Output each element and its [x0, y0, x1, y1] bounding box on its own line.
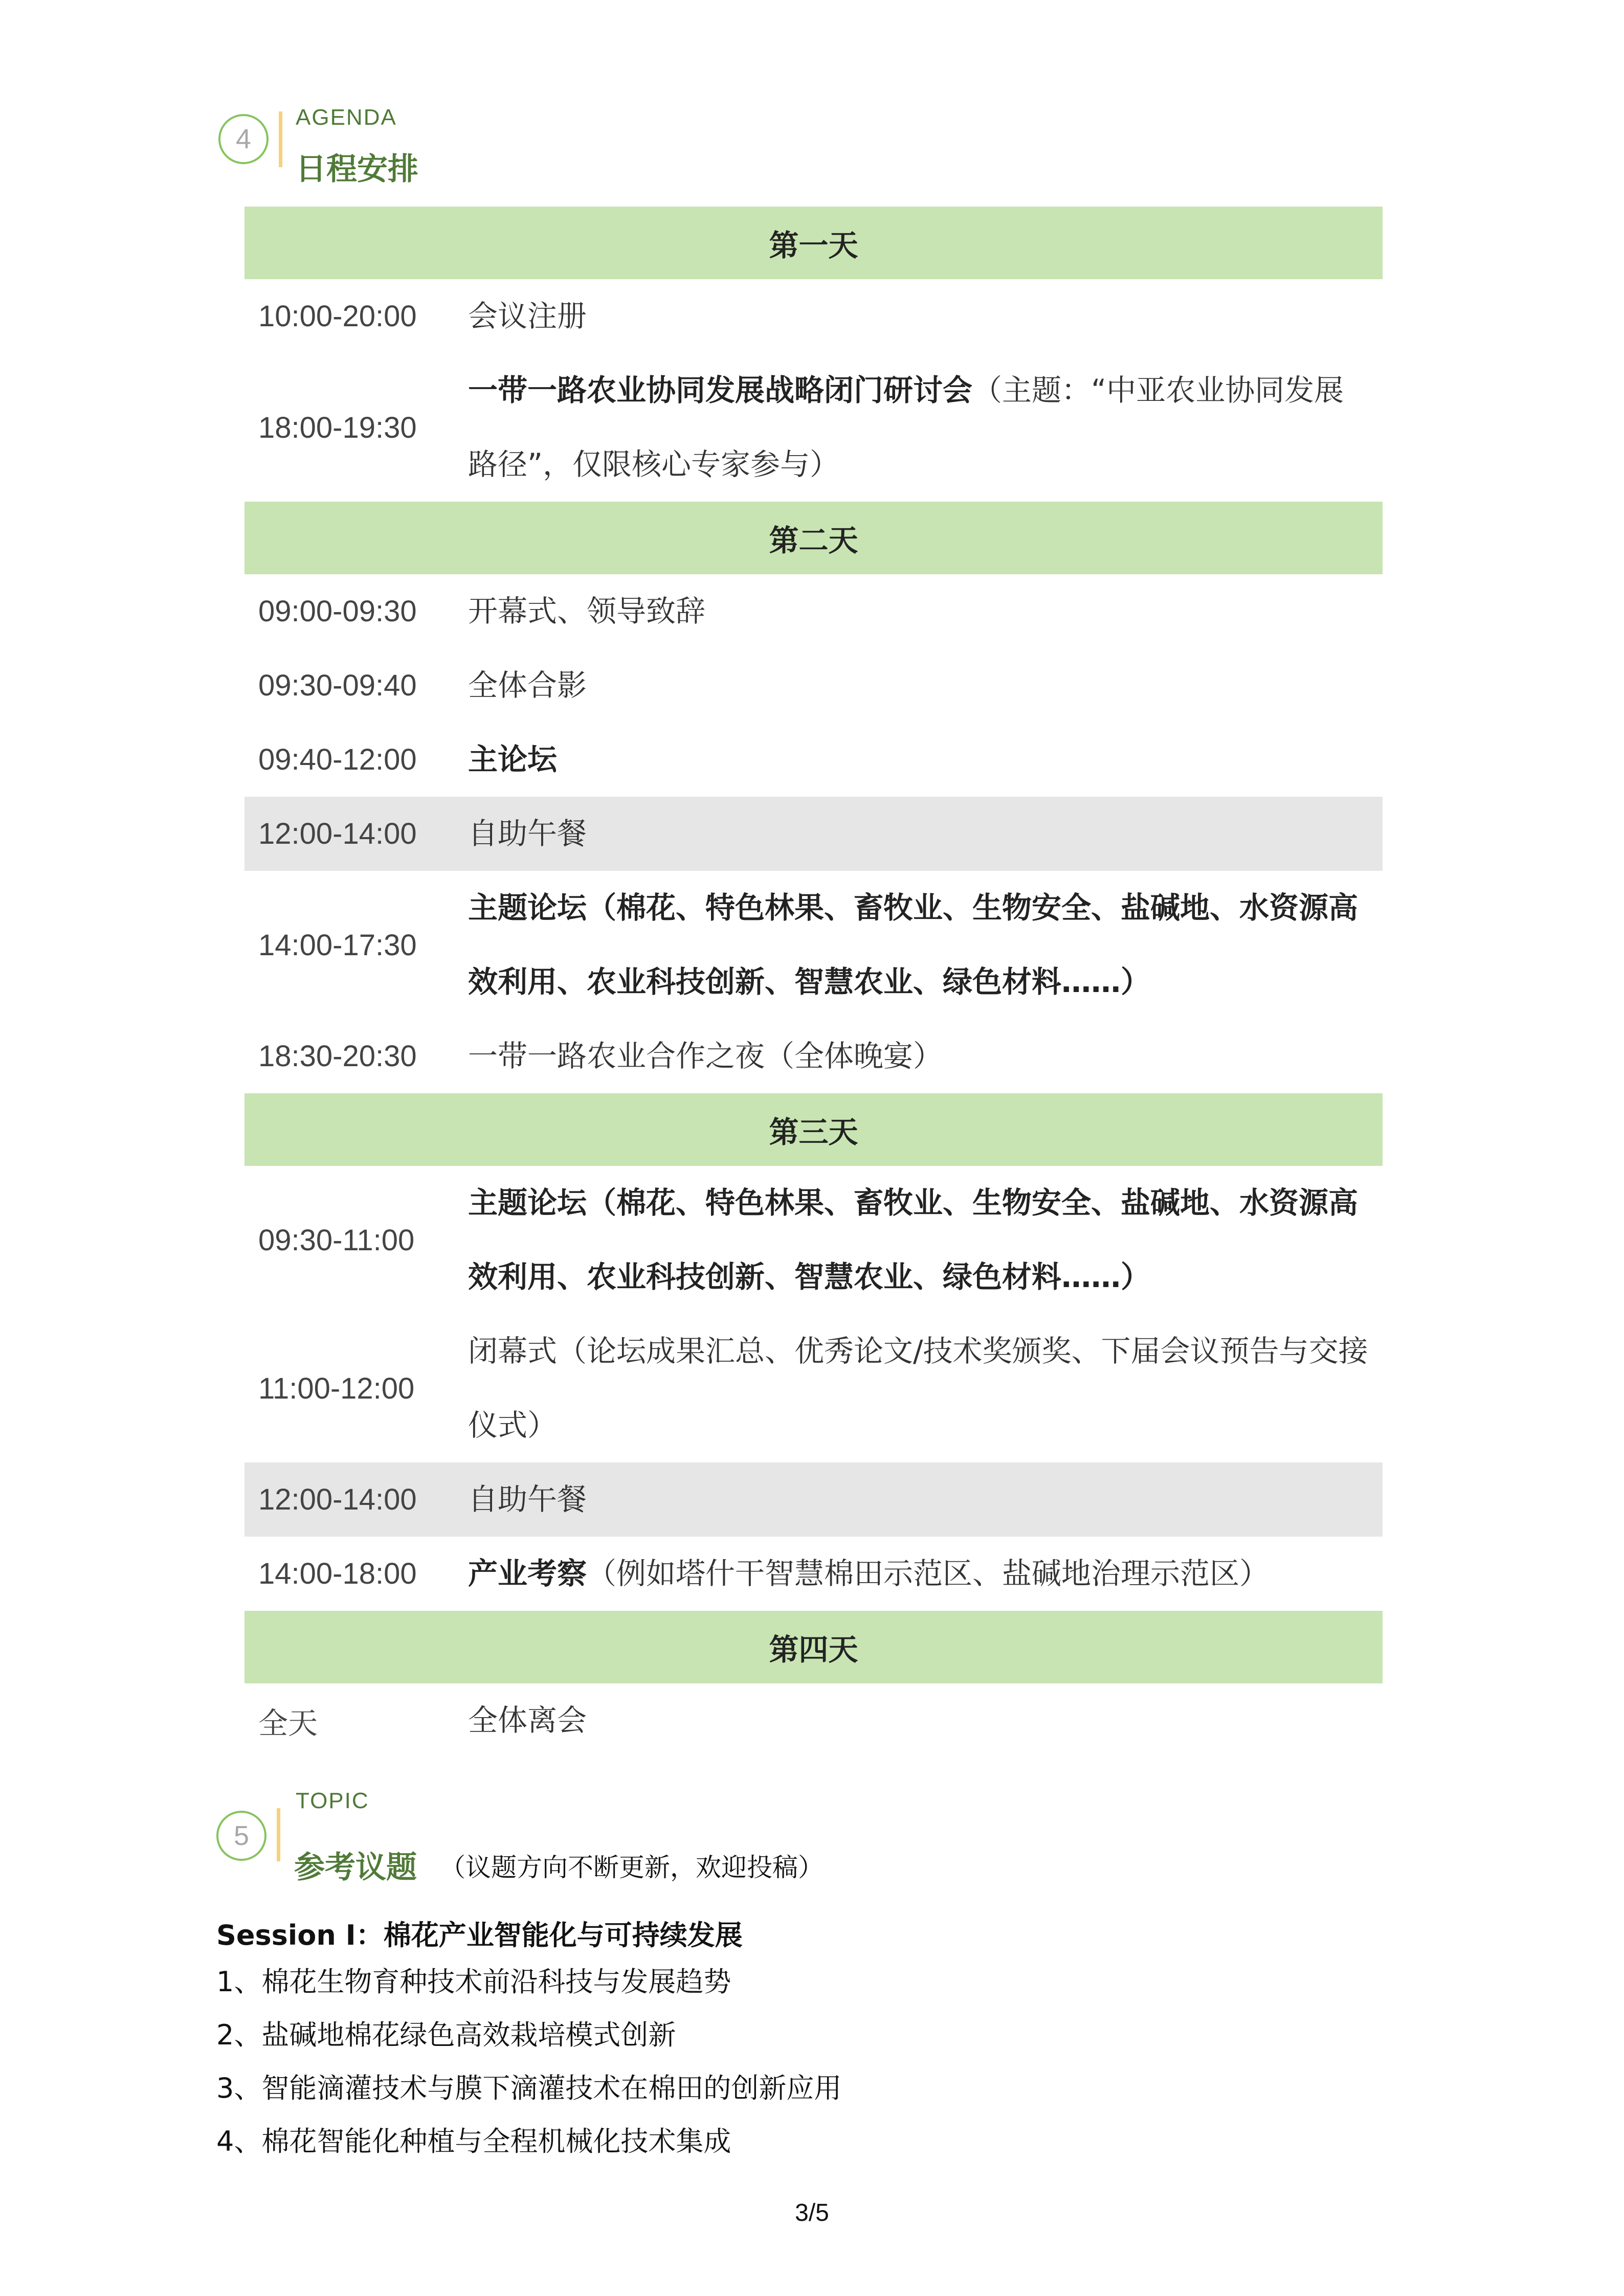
row-time: 10:00-20:00 [258, 300, 417, 333]
list-item: 3、智能滴灌技术与膜下滴灌技术在棉田的创新应用 [216, 2072, 842, 2104]
table-row [244, 871, 1383, 1019]
page-number: 3/5 [795, 2199, 829, 2226]
agenda-table [244, 207, 1383, 1758]
table-row [244, 1019, 1383, 1093]
row-desc: 自助午餐 [468, 816, 587, 851]
table-row [244, 1166, 1383, 1314]
row-desc: 一带一路农业合作之夜（全体晚宴） [468, 1039, 943, 1073]
list-item: 2、盐碱地棉花绿色高效栽培模式创新 [216, 2019, 676, 2051]
table-row-lunch [244, 797, 1383, 871]
row-desc: 开幕式、领导致辞 [468, 594, 706, 628]
row-time: 全天 [258, 1706, 318, 1740]
table-row [244, 1537, 1383, 1611]
row-time: 09:00-09:30 [258, 595, 417, 628]
section-label-en: AGENDA [296, 105, 397, 130]
row-time: 09:30-09:40 [258, 669, 417, 702]
row-time: 18:30-20:30 [258, 1040, 417, 1073]
row-desc: 全体离会 [468, 1703, 587, 1738]
list-item: 1、棉花生物育种技术前沿科技与发展趋势 [216, 1966, 731, 1998]
day-header: 第三天 [244, 1093, 1383, 1166]
table-row [244, 648, 1383, 723]
section-number-badge: 4 [218, 114, 269, 164]
table-row [244, 1683, 1383, 1758]
row-time: 18:00-19:30 [258, 411, 417, 444]
section-number-badge: 5 [216, 1811, 266, 1861]
section-label-en: TOPIC [296, 1788, 369, 1813]
day-header: 第一天 [244, 207, 1383, 279]
row-time: 14:00-18:00 [258, 1557, 417, 1590]
section-title: 参考议题 [294, 1850, 417, 1885]
row-desc: 主论坛 [468, 742, 558, 777]
table-row [244, 723, 1383, 797]
table-row [244, 574, 1383, 648]
list-item: 4、棉花智能化种植与全程机械化技术集成 [216, 2125, 731, 2157]
row-desc: 主题论坛（棉花、特色林果、畜牧业、生物安全、盐碱地、水资源高效利用、农业科技创新、智慧农业、绿色材料……） [468, 890, 1359, 999]
row-desc: 自助午餐 [468, 1482, 587, 1517]
accent-bar [277, 1808, 280, 1861]
table-row [244, 353, 1383, 502]
row-desc: 主题论坛（棉花、特色林果、畜牧业、生物安全、盐碱地、水资源高效利用、农业科技创新、智慧农业、绿色材料……） [468, 1185, 1359, 1294]
section-title: 日程安排 [296, 151, 418, 187]
day-header: 第二天 [244, 502, 1383, 574]
section-subtitle: （议题方向不断更新，欢迎投稿） [440, 1853, 824, 1882]
accent-bar [279, 111, 282, 167]
row-time: 09:30-11:00 [258, 1223, 415, 1257]
table-row-lunch [244, 1462, 1383, 1537]
row-time: 12:00-14:00 [258, 1483, 417, 1516]
day-header: 第四天 [244, 1611, 1383, 1683]
row-time: 14:00-17:30 [258, 928, 417, 962]
table-row [244, 279, 1383, 353]
row-desc: 闭幕式（论坛成果汇总、优秀论文/技术奖颁奖、下届会议预告与交接仪式） [468, 1334, 1368, 1443]
row-desc: 会议注册 [468, 299, 587, 333]
row-time: 12:00-14:00 [258, 817, 417, 850]
row-desc: 一带一路农业协同发展战略闭门研讨会（主题：“中亚农业协同发展路径”，仅限核心专家参与） [468, 373, 1344, 482]
row-time: 11:00-12:00 [258, 1371, 415, 1405]
row-time: 09:40-12:00 [258, 743, 417, 776]
table-row [244, 1314, 1383, 1462]
topic-list [216, 1967, 841, 2179]
row-desc: 全体合影 [468, 668, 587, 703]
session-title: Session I：棉花产业智能化与可持续发展 [216, 1919, 743, 1951]
row-desc: 产业考察（例如塔什干智慧棉田示范区、盐碱地治理示范区） [468, 1556, 1270, 1591]
